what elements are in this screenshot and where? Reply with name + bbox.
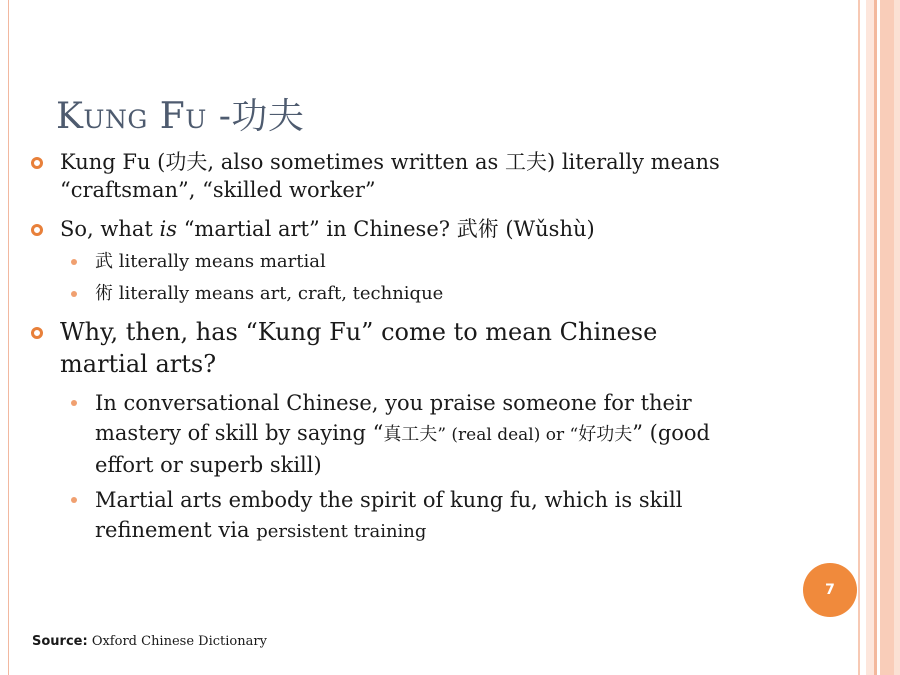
sub-bullet-text: 武 literally means martial [95,251,326,272]
dot-bullet-icon [71,259,77,265]
bullet-text: “martial art” in Chinese? 武術 (Wǔshù) [177,217,595,241]
ring-bullet-icon [31,327,43,339]
sub-bullet-line [95,418,810,450]
text-run: mastery of skill by saying “ [95,421,384,445]
sub-bullet-wu [30,248,810,276]
sub-bullet-line [95,515,810,547]
sub-bullet-conversational [30,388,810,480]
source-label: Source: [32,634,88,649]
bullet-line: Why, then, has “Kung Fu” come to mean Chinese [60,318,658,346]
bullet-martial-art-question [30,215,810,243]
bullet-line: Kung Fu (功夫, also sometimes written as 工夫) literally means [60,150,720,174]
sub-bullet-line: In conversational Chinese, you praise someone for their [95,391,692,415]
text-run: persistent training [256,521,427,542]
right-stripe [894,0,900,675]
right-stripe [858,0,860,675]
text-run: ” (real deal) or “ [437,425,579,445]
sub-bullet-martial-arts-spirit [30,485,810,547]
right-stripe [880,0,894,675]
slide-content [30,148,810,547]
page-number-badge [803,563,857,617]
sub-bullet-text: 術 literally means art, craft, technique [95,283,444,304]
bullet-text: So, what [60,217,160,241]
page-number: 7 [825,582,835,598]
source-text: Oxford Chinese Dictionary [87,634,267,649]
sub-bullet-line: Martial arts embody the spirit of kung fu, which is skill [95,488,683,512]
source-footnote [32,634,267,649]
sub-bullet-line: effort or superb skill) [95,453,322,477]
dot-bullet-icon [71,291,77,297]
text-run: 真工夫 [383,424,438,445]
bullet-kung-fu-meaning [30,148,810,204]
text-run: 好功夫 [578,424,633,445]
ring-bullet-icon [31,224,43,236]
dot-bullet-icon [71,400,77,406]
right-stripe [866,0,874,675]
bullet-why-kung-fu [30,316,810,380]
ring-bullet-icon [31,157,43,169]
emphasis-text: is [159,217,178,241]
bullet-line: martial arts? [60,350,217,378]
right-stripe [874,0,877,675]
text-run: refinement via [95,518,257,542]
sub-bullet-shu [30,280,810,308]
left-border-line [8,0,9,675]
bullet-line: “craftsman”, “skilled worker” [60,178,376,202]
dot-bullet-icon [71,497,77,503]
slide-title: Kung Fu -功夫 [56,96,305,137]
text-run: ” (good [632,421,710,445]
